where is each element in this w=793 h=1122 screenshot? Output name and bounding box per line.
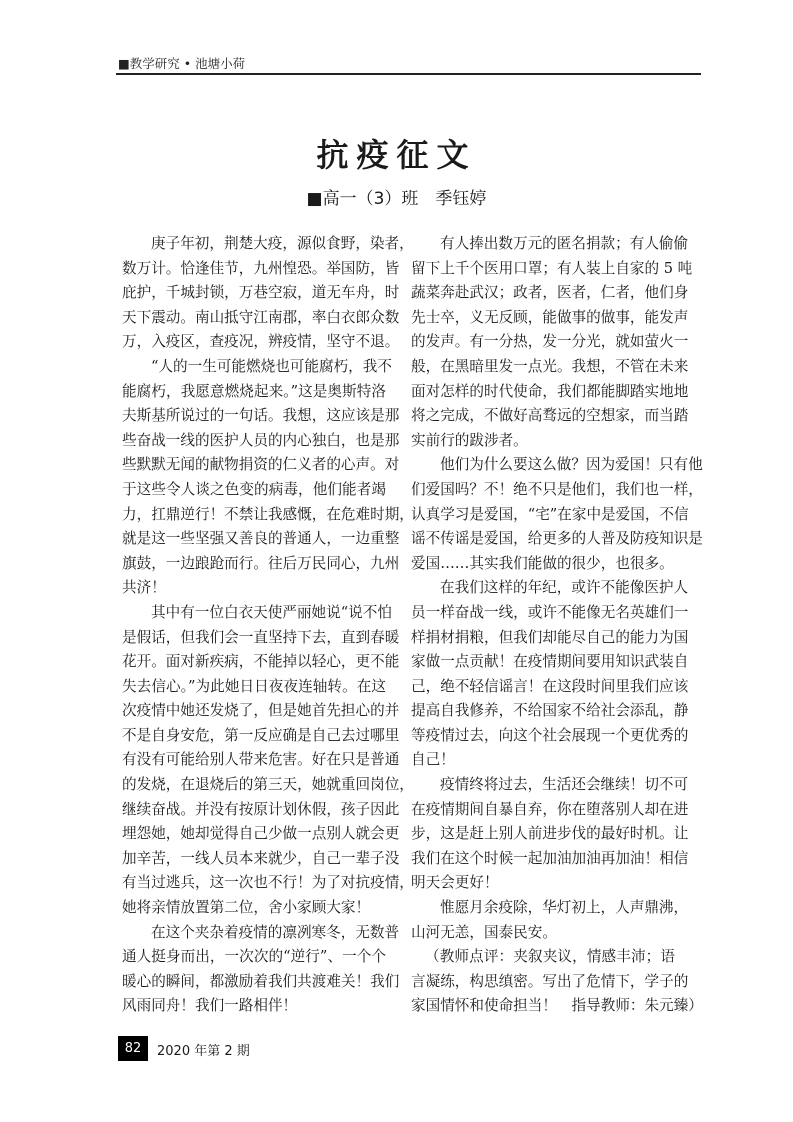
text-line: 家做一点贡献！在疫情期间要用知识武装自 — [411, 653, 689, 671]
paragraph — [122, 601, 414, 921]
text-line: 力，扛鼎逆行！不禁让我感慨，在危难时期， — [122, 505, 414, 523]
paragraph — [411, 773, 689, 896]
text-line: 先士卒，义无反顾，能做事的做事，能发声 — [411, 308, 689, 326]
text-line: 庇护，千城封锁，万巷空寂，道无车舟，时 — [122, 284, 400, 302]
text-line: 疫情终将过去，生活还会继续！切不可 — [440, 776, 689, 794]
text-line: 言凝练，构思缜密。写出了危情下，学子的 — [411, 972, 689, 990]
text-line: 在这个夹杂着疫情的凛冽寒冬，无数普 — [151, 923, 400, 941]
text-line: 暖心的瞬间，都激励着我们共渡难关！我们 — [122, 972, 400, 990]
paragraph — [411, 453, 703, 576]
text-line: 蔬菜奔赴武汉；政者，医者，仁者，他们身 — [411, 284, 689, 302]
text-line: 留下上千个医用口罩；有人装上自家的 5 吨 — [411, 259, 693, 277]
text-line: 庚子年初，荆楚大疫，源似食野，染者， — [151, 235, 414, 252]
paragraph — [411, 576, 689, 773]
text-line: 有当过逃兵，这一次也不行！为了对抗疫情， — [122, 874, 414, 892]
text-line: “人的一生可能燃烧也可能腐朽，我不 — [151, 357, 392, 375]
text-line: 通人挺身而出，一次次的“逆行”、一个个 — [122, 948, 386, 966]
text-line: 般，在黑暗里发一点光。我想，不管在未来 — [411, 357, 689, 375]
text-line: 能腐朽，我愿意燃烧起来。”这是奥斯特洛 — [122, 382, 386, 400]
left-column — [122, 232, 414, 1019]
text-line: 自己！ — [411, 751, 455, 769]
section-header: ■教学研究 • 池塘小荷 — [118, 56, 246, 71]
text-line: 些奋战一线的医护人员的内心独白，也是那 — [122, 431, 400, 449]
text-line: 就是这一些坚强又善良的普通人，一边重整 — [122, 530, 400, 548]
text-line: 他们为什么要这么做？因为爱国！只有他 — [440, 456, 703, 474]
text-line: 是假话，但我们会一直坚持下去，直到春暖 — [122, 628, 400, 646]
text-line: 的发烧，在退烧后的第三天，她就重回岗位， — [122, 776, 414, 794]
header-divider — [116, 73, 701, 75]
paragraph — [122, 232, 414, 355]
teacher-comment — [411, 945, 703, 1019]
text-line: 己，绝不轻信谣言！在这段时间里我们应该 — [411, 677, 689, 695]
text-line: 其中有一位白衣天使严丽她说“说不怕 — [151, 603, 392, 621]
text-line: 实前行的跋涉者。 — [411, 431, 528, 449]
paragraph — [122, 355, 414, 601]
text-line: 埋怨她，她却觉得自己少做一点别人就会更 — [122, 825, 400, 843]
text-line: 将之完成，不做好高骛远的空想家，而当踏 — [411, 407, 689, 425]
text-line: 花开。面对新疾病，不能掉以轻心，更不能 — [122, 653, 400, 671]
text-line: 天下震动。南山抵守江南郡，率白衣郎众数 — [122, 308, 400, 326]
text-line: 次疫情中她还发烧了，但是她首先担心的并 — [122, 702, 400, 720]
text-line: 样捐材捐粮，但我们却能尽自己的能力为国 — [411, 628, 689, 646]
text-line: 等疫情过去，向这个社会展现一个更优秀的 — [411, 726, 689, 744]
text-line: 面对怎样的时代使命，我们都能脚踏实地地 — [411, 382, 689, 400]
paragraph — [411, 896, 689, 945]
paragraph — [411, 232, 693, 453]
text-line: 继续奋战。并没有按原计划休假，孩子因此 — [122, 800, 400, 818]
text-line: （教师点评：夹叙夹议，情感丰沛；语 — [425, 948, 675, 966]
text-line: 在疫情期间自暴自弃，你在堕落别人却在进 — [411, 800, 689, 818]
text-line: 们爱国吗？不！绝不只是他们，我们也一样， — [411, 480, 703, 498]
article-title: 抗疫征文 — [316, 136, 477, 174]
text-line: 我们在这个时候一起加油加油再加油！相信 — [411, 849, 689, 867]
text-line: 明天会更好！ — [411, 874, 499, 892]
text-line: 员一样奋战一线，或许不能像无名英雄们一 — [411, 603, 689, 621]
text-line: 的发声。有一分热，发一分光，就如萤火一 — [411, 333, 689, 351]
issue-label: 2020 年第 2 期 — [157, 1044, 250, 1059]
text-line: 失去信心。”为此她日日夜夜连轴转。在这 — [122, 677, 386, 695]
text-line: 风雨同舟！我们一路相伴！ — [122, 997, 298, 1015]
text-line: 有人捧出数万元的匿名捐款；有人偷偷 — [440, 235, 689, 252]
text-line: 不是自身安危，第一反应确是自己去过哪里 — [122, 726, 400, 744]
text-line: 共济！ — [122, 579, 166, 597]
text-line: 步，这是赶上别人前进步伐的最好时机。让 — [411, 825, 689, 843]
text-line: 爱国……其实我们能做的很少，也很多。 — [411, 554, 674, 572]
paragraph — [122, 921, 400, 1019]
text-line: 万，入疫区，查疫况，辨疫情，坚守不退。 — [122, 333, 400, 351]
text-line: 认真学习是爱国，“宅”在家中是爱国，不信 — [411, 505, 689, 523]
text-line: 旗鼓，一边踉跄而行。往后万民同心，九州 — [122, 554, 400, 572]
page-number: 82 — [118, 1036, 148, 1061]
text-line: 在我们这样的年纪，或许不能像医护人 — [440, 579, 689, 597]
text-line: 有没有可能给别人带来危害。好在只是普通 — [122, 751, 400, 769]
text-line: 家国情怀和使命担当！ 指导教师：朱元臻） — [411, 997, 703, 1015]
text-line: 她将亲情放置第二位，舍小家顾大家！ — [122, 899, 371, 917]
text-line: 些默默无闻的献物捐资的仁义者的心声。对 — [122, 456, 400, 474]
text-line: 加辛苦，一线人员本来就少，自己一辈子没 — [122, 849, 400, 867]
text-line: 数万计。恰逢佳节，九州惶恐。举国防，皆 — [122, 259, 400, 277]
article-author: ■高一（3）班 季钰婷 — [306, 189, 487, 209]
text-line: 于这些令人谈之色变的病毒，他们能者竭 — [122, 480, 386, 498]
right-column — [411, 232, 703, 1019]
text-line: 惟愿月余疫除，华灯初上，人声鼎沸， — [440, 899, 689, 917]
text-line: 谣不传谣是爱国，给更多的人普及防疫知识是 — [411, 530, 703, 548]
text-line: 山河无恙，国泰民安。 — [411, 923, 557, 941]
text-line: 夫斯基所说过的一句话。我想，这应该是那 — [122, 407, 400, 425]
text-line: 提高自我修养，不给国家不给社会添乱，静 — [411, 702, 689, 720]
